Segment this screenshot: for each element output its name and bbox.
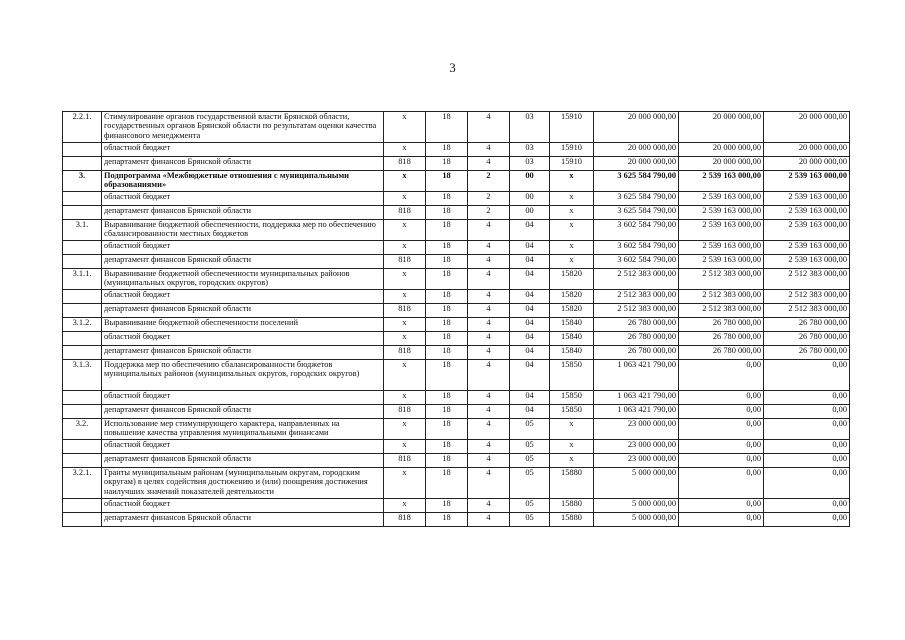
page-number: 3 <box>449 60 456 75</box>
om-code-cell: 05 <box>510 513 550 527</box>
pp-code-cell: 4 <box>468 255 510 269</box>
pp-code-cell: 4 <box>468 499 510 513</box>
amount-year1-cell: 26 780 000,00 <box>594 318 679 332</box>
amount-year2-cell: 2 539 163 000,00 <box>679 255 764 269</box>
row-number: 3.1. <box>63 220 102 241</box>
gp-code-cell: 18 <box>426 346 468 360</box>
direction-code-cell: x <box>550 419 594 440</box>
pp-code-cell: 2 <box>468 206 510 220</box>
pp-code-cell: 4 <box>468 290 510 304</box>
amount-year3-cell: 0,00 <box>764 360 850 391</box>
row-name: областной бюджет <box>102 290 384 304</box>
gp-code-cell: 18 <box>426 332 468 346</box>
amount-year2-cell: 2 539 163 000,00 <box>679 206 764 220</box>
row-number: 3. <box>63 171 102 192</box>
om-code-cell: 04 <box>510 241 550 255</box>
row-number <box>63 157 102 171</box>
amount-year1-cell: 2 512 383 000,00 <box>594 269 679 290</box>
amount-year2-cell: 0,00 <box>679 499 764 513</box>
amount-year1-cell: 5 000 000,00 <box>594 468 679 499</box>
table-row <box>63 143 850 157</box>
row-name: Выравнивание бюджетной обеспеченности, поддержка мер по обеспечению сбалансированности местных бюджетов <box>102 220 384 241</box>
direction-code-cell: 15850 <box>550 391 594 405</box>
gr-code-cell: x <box>384 360 426 391</box>
amount-year2-cell: 26 780 000,00 <box>679 346 764 360</box>
amount-year1-cell: 3 602 584 790,00 <box>594 220 679 241</box>
amount-year2-cell: 0,00 <box>679 360 764 391</box>
row-number <box>63 304 102 318</box>
table-row <box>63 290 850 304</box>
table-row <box>63 346 850 360</box>
direction-code-cell: x <box>550 206 594 220</box>
row-number: 2.2.1. <box>63 112 102 143</box>
direction-code-cell: 15880 <box>550 513 594 527</box>
amount-year3-cell: 2 539 163 000,00 <box>764 192 850 206</box>
direction-code-cell: 15850 <box>550 360 594 391</box>
amount-year2-cell: 20 000 000,00 <box>679 157 764 171</box>
amount-year2-cell: 0,00 <box>679 405 764 419</box>
amount-year3-cell: 20 000 000,00 <box>764 112 850 143</box>
pp-code-cell: 4 <box>468 513 510 527</box>
table-row <box>63 440 850 454</box>
amount-year1-cell: 1 063 421 790,00 <box>594 360 679 391</box>
gp-code-cell: 18 <box>426 419 468 440</box>
om-code-cell: 04 <box>510 332 550 346</box>
row-name: Гранты муниципальным районам (муниципальным округам, городским округам) в целях содействия достижению и (или) поощрения достижения наилучших значений показателей деятельности <box>102 468 384 499</box>
om-code-cell: 04 <box>510 360 550 391</box>
om-code-cell: 05 <box>510 440 550 454</box>
gr-code-cell: 818 <box>384 513 426 527</box>
pp-code-cell: 4 <box>468 332 510 346</box>
row-number <box>63 143 102 157</box>
amount-year2-cell: 2 539 163 000,00 <box>679 171 764 192</box>
pp-code-cell: 2 <box>468 192 510 206</box>
row-number <box>63 454 102 468</box>
row-name: Подпрограмма «Межбюджетные отношения с муниципальными образованиями» <box>102 171 384 192</box>
table-row <box>63 318 850 332</box>
amount-year1-cell: 3 602 584 790,00 <box>594 241 679 255</box>
gr-code-cell: x <box>384 318 426 332</box>
row-name: департамент финансов Брянской области <box>102 206 384 220</box>
gp-code-cell: 18 <box>426 499 468 513</box>
amount-year3-cell: 0,00 <box>764 468 850 499</box>
gr-code-cell: x <box>384 391 426 405</box>
row-name: областной бюджет <box>102 332 384 346</box>
gp-code-cell: 18 <box>426 440 468 454</box>
gr-code-cell: x <box>384 332 426 346</box>
table-row <box>63 405 850 419</box>
table-row <box>63 220 850 241</box>
gp-code-cell: 18 <box>426 318 468 332</box>
row-number: 3.1.3. <box>63 360 102 391</box>
row-number <box>63 332 102 346</box>
gr-code-cell: x <box>384 440 426 454</box>
amount-year2-cell: 0,00 <box>679 440 764 454</box>
gr-code-cell: x <box>384 269 426 290</box>
om-code-cell: 00 <box>510 206 550 220</box>
row-number <box>63 206 102 220</box>
row-name: Выравнивание бюджетной обеспеченности поселений <box>102 318 384 332</box>
direction-code-cell: 15880 <box>550 468 594 499</box>
om-code-cell: 03 <box>510 143 550 157</box>
row-number <box>63 192 102 206</box>
direction-code-cell: 15880 <box>550 499 594 513</box>
gr-code-cell: 818 <box>384 255 426 269</box>
table-row <box>63 157 850 171</box>
table-row <box>63 206 850 220</box>
gp-code-cell: 18 <box>426 360 468 391</box>
amount-year3-cell: 0,00 <box>764 419 850 440</box>
amount-year3-cell: 20 000 000,00 <box>764 157 850 171</box>
amount-year2-cell: 2 539 163 000,00 <box>679 192 764 206</box>
gr-code-cell: 818 <box>384 454 426 468</box>
amount-year1-cell: 23 000 000,00 <box>594 454 679 468</box>
amount-year3-cell: 0,00 <box>764 405 850 419</box>
direction-code-cell: 15820 <box>550 269 594 290</box>
table-row <box>63 332 850 346</box>
amount-year2-cell: 2 512 383 000,00 <box>679 269 764 290</box>
pp-code-cell: 4 <box>468 346 510 360</box>
amount-year2-cell: 20 000 000,00 <box>679 112 764 143</box>
direction-code-cell: x <box>550 255 594 269</box>
row-number <box>63 405 102 419</box>
direction-code-cell: x <box>550 454 594 468</box>
direction-code-cell: x <box>550 192 594 206</box>
amount-year1-cell: 2 512 383 000,00 <box>594 304 679 318</box>
row-name: департамент финансов Брянской области <box>102 255 384 269</box>
pp-code-cell: 4 <box>468 304 510 318</box>
pp-code-cell: 2 <box>468 171 510 192</box>
pp-code-cell: 4 <box>468 360 510 391</box>
row-name: Поддержка мер по обеспечению сбалансированности бюджетов муниципальных районов (муниципальных округов, городских округов) <box>102 360 384 391</box>
row-name: департамент финансов Брянской области <box>102 454 384 468</box>
om-code-cell: 04 <box>510 220 550 241</box>
amount-year2-cell: 26 780 000,00 <box>679 318 764 332</box>
gp-code-cell: 18 <box>426 269 468 290</box>
amount-year3-cell: 2 512 383 000,00 <box>764 290 850 304</box>
amount-year3-cell: 26 780 000,00 <box>764 332 850 346</box>
amount-year1-cell: 20 000 000,00 <box>594 143 679 157</box>
gp-code-cell: 18 <box>426 304 468 318</box>
row-name: департамент финансов Брянской области <box>102 405 384 419</box>
pp-code-cell: 4 <box>468 440 510 454</box>
om-code-cell: 00 <box>510 192 550 206</box>
row-name: Использование мер стимулирующего характера, направленных на повышение качества управления муниципальными финансами <box>102 419 384 440</box>
amount-year1-cell: 3 625 584 790,00 <box>594 171 679 192</box>
table-body <box>63 112 850 527</box>
om-code-cell: 04 <box>510 269 550 290</box>
gp-code-cell: 18 <box>426 513 468 527</box>
row-number: 3.2.1. <box>63 468 102 499</box>
amount-year3-cell: 2 539 163 000,00 <box>764 241 850 255</box>
amount-year1-cell: 3 625 584 790,00 <box>594 192 679 206</box>
amount-year2-cell: 2 512 383 000,00 <box>679 304 764 318</box>
amount-year1-cell: 23 000 000,00 <box>594 440 679 454</box>
amount-year1-cell: 1 063 421 790,00 <box>594 391 679 405</box>
direction-code-cell: x <box>550 241 594 255</box>
gp-code-cell: 18 <box>426 192 468 206</box>
amount-year3-cell: 2 539 163 000,00 <box>764 255 850 269</box>
amount-year3-cell: 26 780 000,00 <box>764 346 850 360</box>
gp-code-cell: 18 <box>426 241 468 255</box>
gr-code-cell: x <box>384 143 426 157</box>
om-code-cell: 04 <box>510 391 550 405</box>
gr-code-cell: x <box>384 241 426 255</box>
gr-code-cell: 818 <box>384 206 426 220</box>
table-row <box>63 360 850 391</box>
amount-year1-cell: 20 000 000,00 <box>594 157 679 171</box>
amount-year3-cell: 0,00 <box>764 391 850 405</box>
direction-code-cell: 15910 <box>550 157 594 171</box>
amount-year2-cell: 2 539 163 000,00 <box>679 241 764 255</box>
gr-code-cell: x <box>384 220 426 241</box>
direction-code-cell: 15910 <box>550 143 594 157</box>
om-code-cell: 04 <box>510 346 550 360</box>
row-number: 3.1.2. <box>63 318 102 332</box>
amount-year2-cell: 2 539 163 000,00 <box>679 220 764 241</box>
om-code-cell: 04 <box>510 290 550 304</box>
gp-code-cell: 18 <box>426 143 468 157</box>
table-row <box>63 468 850 499</box>
row-number <box>63 499 102 513</box>
direction-code-cell: x <box>550 440 594 454</box>
row-name: областной бюджет <box>102 499 384 513</box>
row-number <box>63 513 102 527</box>
gr-code-cell: 818 <box>384 346 426 360</box>
om-code-cell: 04 <box>510 255 550 269</box>
table-row <box>63 391 850 405</box>
amount-year3-cell: 26 780 000,00 <box>764 318 850 332</box>
gp-code-cell: 18 <box>426 468 468 499</box>
row-number <box>63 255 102 269</box>
direction-code-cell: 15850 <box>550 405 594 419</box>
gp-code-cell: 18 <box>426 112 468 143</box>
table-row <box>63 192 850 206</box>
amount-year2-cell: 20 000 000,00 <box>679 143 764 157</box>
row-name: областной бюджет <box>102 391 384 405</box>
amount-year1-cell: 1 063 421 790,00 <box>594 405 679 419</box>
row-number <box>63 391 102 405</box>
gp-code-cell: 18 <box>426 255 468 269</box>
amount-year1-cell: 23 000 000,00 <box>594 419 679 440</box>
om-code-cell: 00 <box>510 171 550 192</box>
pp-code-cell: 4 <box>468 269 510 290</box>
row-number <box>63 440 102 454</box>
amount-year1-cell: 5 000 000,00 <box>594 499 679 513</box>
amount-year1-cell: 2 512 383 000,00 <box>594 290 679 304</box>
om-code-cell: 04 <box>510 405 550 419</box>
om-code-cell: 04 <box>510 318 550 332</box>
amount-year2-cell: 0,00 <box>679 454 764 468</box>
table-row <box>63 304 850 318</box>
table-row <box>63 255 850 269</box>
amount-year2-cell: 2 512 383 000,00 <box>679 290 764 304</box>
row-number <box>63 290 102 304</box>
amount-year1-cell: 5 000 000,00 <box>594 513 679 527</box>
om-code-cell: 05 <box>510 454 550 468</box>
gr-code-cell: x <box>384 290 426 304</box>
gp-code-cell: 18 <box>426 157 468 171</box>
amount-year3-cell: 20 000 000,00 <box>764 143 850 157</box>
gr-code-cell: x <box>384 171 426 192</box>
row-number <box>63 346 102 360</box>
om-code-cell: 03 <box>510 157 550 171</box>
amount-year1-cell: 26 780 000,00 <box>594 346 679 360</box>
gp-code-cell: 18 <box>426 391 468 405</box>
amount-year3-cell: 2 539 163 000,00 <box>764 171 850 192</box>
amount-year2-cell: 0,00 <box>679 513 764 527</box>
om-code-cell: 05 <box>510 468 550 499</box>
pp-code-cell: 4 <box>468 454 510 468</box>
direction-code-cell: 15910 <box>550 112 594 143</box>
row-number <box>63 241 102 255</box>
gr-code-cell: 818 <box>384 304 426 318</box>
pp-code-cell: 4 <box>468 157 510 171</box>
row-name: Стимулирование органов государственной власти Брянской области, государственных органов Брянской области по результатам оценки качества финансового менеджмента <box>102 112 384 143</box>
om-code-cell: 05 <box>510 419 550 440</box>
gr-code-cell: 818 <box>384 157 426 171</box>
row-name: департамент финансов Брянской области <box>102 346 384 360</box>
amount-year3-cell: 0,00 <box>764 440 850 454</box>
gp-code-cell: 18 <box>426 206 468 220</box>
amount-year3-cell: 2 539 163 000,00 <box>764 206 850 220</box>
direction-code-cell: x <box>550 171 594 192</box>
om-code-cell: 03 <box>510 112 550 143</box>
gr-code-cell: x <box>384 468 426 499</box>
amount-year2-cell: 0,00 <box>679 391 764 405</box>
pp-code-cell: 4 <box>468 220 510 241</box>
pp-code-cell: 4 <box>468 318 510 332</box>
direction-code-cell: 15820 <box>550 304 594 318</box>
amount-year3-cell: 2 539 163 000,00 <box>764 220 850 241</box>
amount-year2-cell: 0,00 <box>679 468 764 499</box>
table-row <box>63 513 850 527</box>
pp-code-cell: 4 <box>468 391 510 405</box>
gp-code-cell: 18 <box>426 171 468 192</box>
row-name: областной бюджет <box>102 440 384 454</box>
direction-code-cell: x <box>550 220 594 241</box>
table-row <box>63 269 850 290</box>
row-name: департамент финансов Брянской области <box>102 513 384 527</box>
gr-code-cell: 818 <box>384 405 426 419</box>
gr-code-cell: x <box>384 499 426 513</box>
om-code-cell: 05 <box>510 499 550 513</box>
pp-code-cell: 4 <box>468 241 510 255</box>
row-name: областной бюджет <box>102 192 384 206</box>
table-row <box>63 454 850 468</box>
amount-year3-cell: 2 512 383 000,00 <box>764 269 850 290</box>
amount-year3-cell: 2 512 383 000,00 <box>764 304 850 318</box>
row-name: департамент финансов Брянской области <box>102 157 384 171</box>
pp-code-cell: 4 <box>468 112 510 143</box>
amount-year2-cell: 0,00 <box>679 419 764 440</box>
pp-code-cell: 4 <box>468 143 510 157</box>
row-number: 3.2. <box>63 419 102 440</box>
amount-year2-cell: 26 780 000,00 <box>679 332 764 346</box>
om-code-cell: 04 <box>510 304 550 318</box>
row-name: департамент финансов Брянской области <box>102 304 384 318</box>
table-row <box>63 241 850 255</box>
amount-year3-cell: 0,00 <box>764 513 850 527</box>
table-row <box>63 112 850 143</box>
gp-code-cell: 18 <box>426 290 468 304</box>
row-name: областной бюджет <box>102 241 384 255</box>
gp-code-cell: 18 <box>426 454 468 468</box>
pp-code-cell: 4 <box>468 405 510 419</box>
row-number: 3.1.1. <box>63 269 102 290</box>
table-row <box>63 419 850 440</box>
pp-code-cell: 4 <box>468 419 510 440</box>
row-name: областной бюджет <box>102 143 384 157</box>
amount-year1-cell: 3 602 584 790,00 <box>594 255 679 269</box>
table-row <box>63 499 850 513</box>
amount-year3-cell: 0,00 <box>764 454 850 468</box>
amount-year3-cell: 0,00 <box>764 499 850 513</box>
row-name: Выравнивание бюджетной обеспеченности муниципальных районов (муниципальных округов, городских округов) <box>102 269 384 290</box>
budget-table <box>62 111 850 527</box>
amount-year1-cell: 26 780 000,00 <box>594 332 679 346</box>
gr-code-cell: x <box>384 192 426 206</box>
direction-code-cell: 15840 <box>550 346 594 360</box>
gr-code-cell: x <box>384 112 426 143</box>
gp-code-cell: 18 <box>426 405 468 419</box>
direction-code-cell: 15840 <box>550 332 594 346</box>
direction-code-cell: 15840 <box>550 318 594 332</box>
amount-year1-cell: 3 625 584 790,00 <box>594 206 679 220</box>
table-row <box>63 171 850 192</box>
gr-code-cell: x <box>384 419 426 440</box>
amount-year1-cell: 20 000 000,00 <box>594 112 679 143</box>
pp-code-cell: 4 <box>468 468 510 499</box>
gp-code-cell: 18 <box>426 220 468 241</box>
direction-code-cell: 15820 <box>550 290 594 304</box>
